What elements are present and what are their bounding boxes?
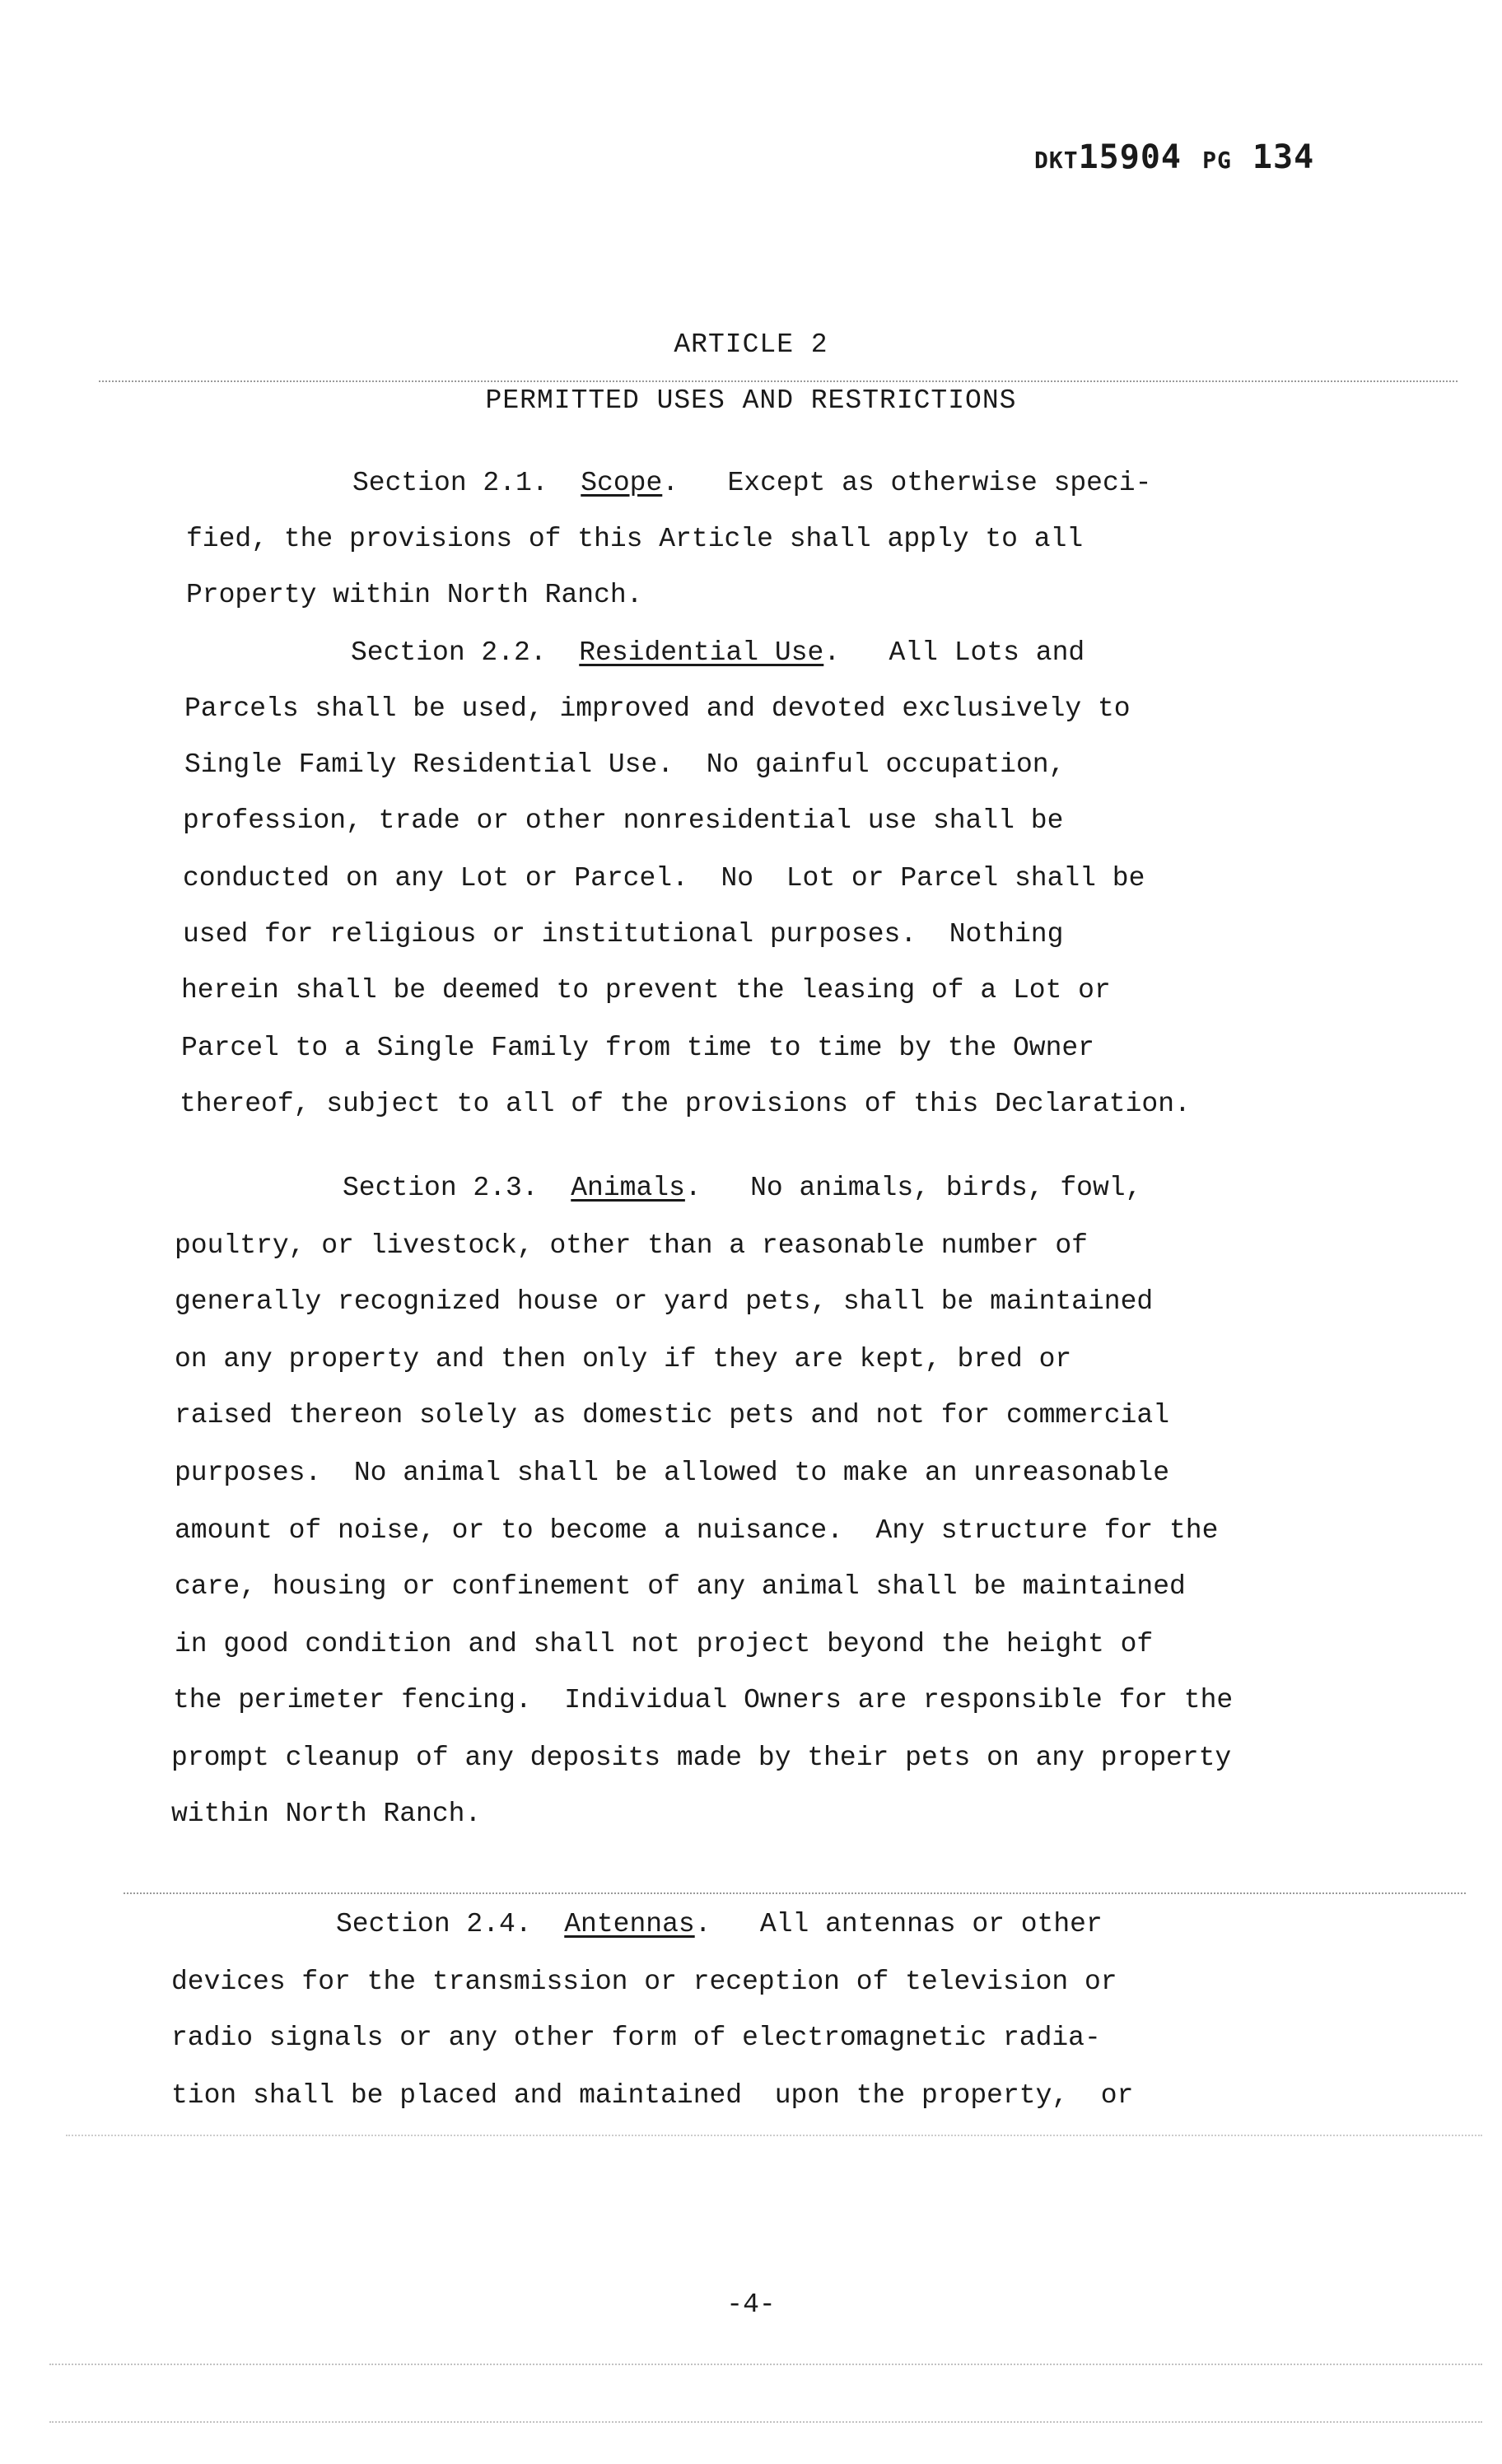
- section-2-3-line: the perimeter fencing. Individual Owners are responsible for the: [173, 1685, 1234, 1715]
- section-2-3-line: generally recognized house or yard pets, shall be maintained: [175, 1286, 1154, 1317]
- section-number: Section 2.2.: [351, 637, 547, 668]
- section-2-2-line: profession, trade or other nonresidential use shall be: [183, 805, 1064, 836]
- stamp-pg-label: PG: [1202, 147, 1232, 174]
- article-title-wrap: [0, 385, 1502, 416]
- section-2-4-first-line: Section 2.4. Antennas. All antennas or other: [336, 1909, 1103, 1939]
- section-number: Section 2.1.: [352, 468, 548, 498]
- article-title: PERMITTED USES AND RESTRICTIONS: [481, 385, 1022, 416]
- scan-artifact-line: [49, 2364, 1482, 2365]
- section-2-3-line: amount of noise, or to become a nuisance. Any structure for the: [175, 1515, 1219, 1546]
- section-heading: Residential Use: [579, 637, 824, 668]
- section-2-1-first-line: Section 2.1. Scope. Except as otherwise speci-: [352, 468, 1152, 498]
- section-2-2-line: conducted on any Lot or Parcel. No Lot or Parcel shall be: [183, 863, 1145, 894]
- section-2-3-line: poultry, or livestock, other than a reasonable number of: [175, 1230, 1088, 1261]
- scan-artifact-line: [66, 2135, 1482, 2136]
- scan-artifact-line: [99, 380, 1458, 382]
- section-2-1-line: Property within North Ranch.: [186, 580, 643, 610]
- section-2-3-line: raised thereon solely as domestic pets and not for commercial: [175, 1400, 1169, 1430]
- section-text: All Lots and: [889, 637, 1085, 668]
- section-heading: Scope: [581, 468, 663, 498]
- section-2-3-line: care, housing or confinement of any animal shall be maintained: [175, 1571, 1186, 1602]
- section-2-4-line: tion shall be placed and maintained upon the property, or: [171, 2080, 1134, 2111]
- recording-stamp: [1034, 138, 1314, 176]
- section-2-2-line: thereof, subject to all of the provisions of this Declaration.: [180, 1089, 1191, 1119]
- section-number: Section 2.3.: [343, 1173, 539, 1203]
- section-heading: Antennas: [564, 1909, 695, 1939]
- section-2-3-first-line: Section 2.3. Animals. No animals, birds, fowl,: [343, 1173, 1142, 1203]
- section-text: All antennas or other: [759, 1909, 1103, 1939]
- section-2-3-line: prompt cleanup of any deposits made by their pets on any property: [171, 1743, 1232, 1773]
- section-2-3-line: purposes. No animal shall be allowed to make an unreasonable: [175, 1458, 1169, 1488]
- section-2-2-line: Parcel to a Single Family from time to time by the Owner: [181, 1033, 1094, 1063]
- scan-artifact-line: [124, 1892, 1466, 1894]
- section-2-2-line: herein shall be deemed to prevent the leasing of a Lot or: [181, 975, 1111, 1006]
- section-2-2-line: Parcels shall be used, improved and devoted exclusively to: [184, 693, 1131, 724]
- section-text: No animals, birds, fowl,: [750, 1173, 1142, 1203]
- section-2-2-line: used for religious or institutional purposes. Nothing: [183, 919, 1064, 950]
- section-2-4-line: devices for the transmission or reception of television or: [171, 1967, 1117, 1997]
- section-heading: Animals: [571, 1173, 685, 1203]
- section-2-3-line: on any property and then only if they are kept, bred or: [175, 1344, 1072, 1374]
- article-number: ARTICLE 2: [674, 329, 828, 360]
- section-number: Section 2.4.: [336, 1909, 532, 1939]
- section-text: Except as otherwise speci-: [727, 468, 1152, 498]
- stamp-book: 15904: [1078, 138, 1182, 176]
- stamp-prefix: DKT: [1034, 147, 1079, 174]
- section-2-2-first-line: Section 2.2. Residential Use. All Lots and: [351, 637, 1085, 668]
- section-2-3-line: in good condition and shall not project beyond the height of: [175, 1629, 1154, 1659]
- page-number: -4-: [726, 2289, 776, 2320]
- section-2-3-line: within North Ranch.: [171, 1799, 482, 1829]
- scan-artifact-line: [49, 2421, 1482, 2423]
- section-2-1-line: fied, the provisions of this Article shall apply to all: [186, 524, 1084, 554]
- section-2-2-line: Single Family Residential Use. No gainful occupation,: [184, 749, 1066, 780]
- section-2-4-line: radio signals or any other form of electromagnetic radia-: [171, 2023, 1101, 2053]
- stamp-page: 134: [1252, 138, 1315, 176]
